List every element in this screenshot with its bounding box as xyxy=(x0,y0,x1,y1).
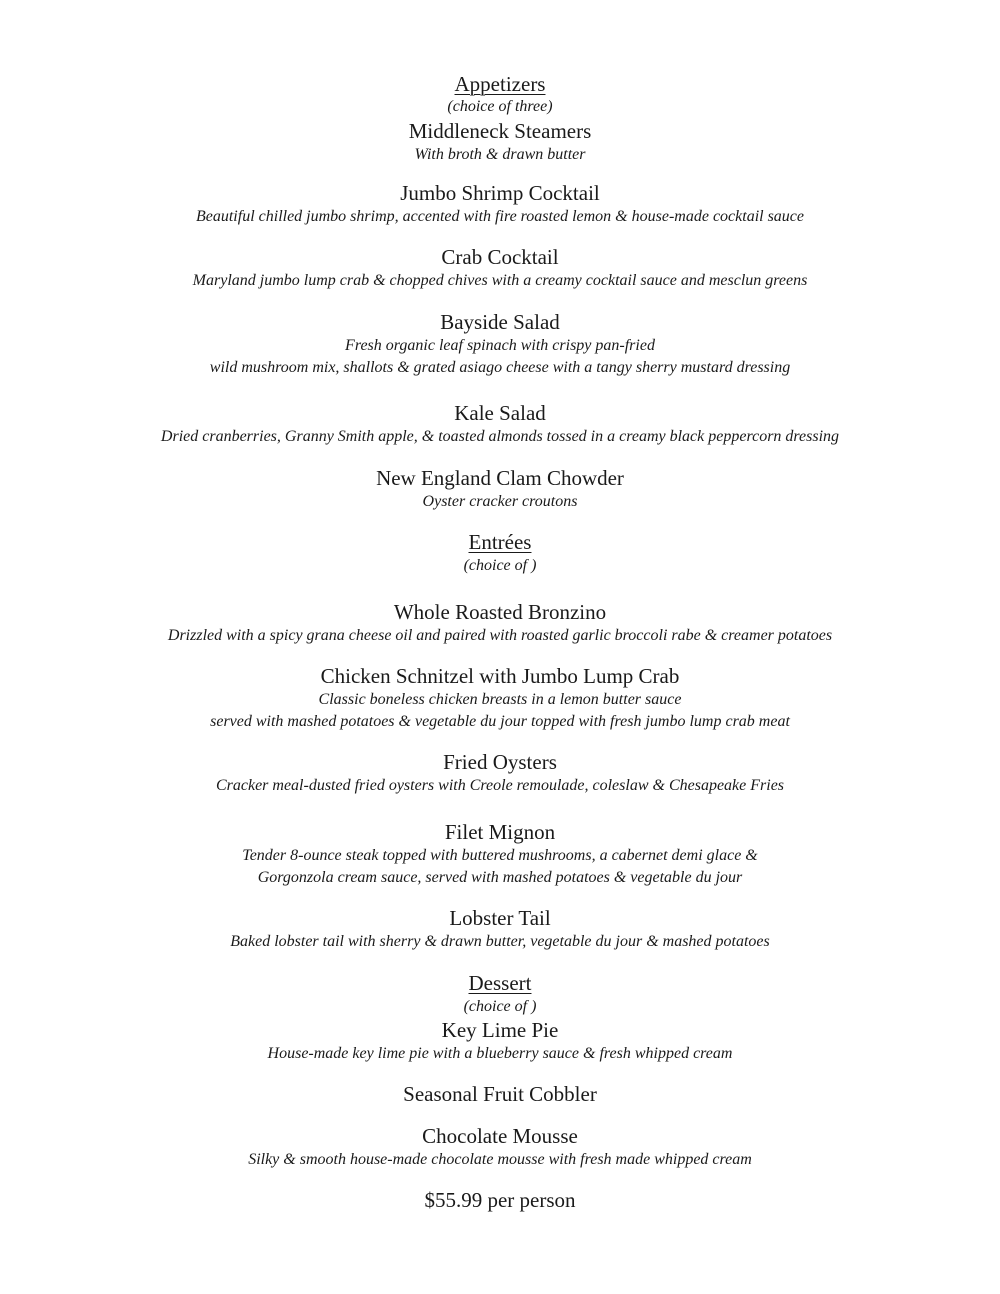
entrees-choice-note: (choice of ) xyxy=(463,557,537,574)
entree-description: Drizzled with a spicy grana cheese oil and paired with roasted garlic broccoli rabe & creamer potatoes xyxy=(167,627,833,644)
entree-description: Classic boneless chicken breasts in a lemon butter sauce xyxy=(318,691,682,708)
dessert-description: Silky & smooth house-made chocolate mousse with fresh made whipped cream xyxy=(248,1151,752,1168)
entree-name: Fried Oysters xyxy=(443,750,557,774)
appetizers-choice-note: (choice of three) xyxy=(447,98,553,115)
entree-description: Baked lobster tail with sherry & drawn butter, vegetable du jour & mashed potatoes xyxy=(230,933,770,950)
dessert-description: House-made key lime pie with a blueberry sauce & fresh whipped cream xyxy=(267,1045,733,1062)
appetizer-name: New England Clam Chowder xyxy=(376,466,624,490)
appetizer-description: Maryland jumbo lump crab & chopped chives with a creamy cocktail sauce and mesclun greens xyxy=(192,272,808,289)
entree-description: Gorgonzola cream sauce, served with mashed potatoes & vegetable du jour xyxy=(257,869,743,886)
dessert-name: Key Lime Pie xyxy=(441,1018,559,1042)
dessert-heading: Dessert xyxy=(468,971,532,995)
appetizer-name: Bayside Salad xyxy=(440,310,560,334)
entree-name: Lobster Tail xyxy=(449,906,551,930)
appetizer-description: wild mushroom mix, shallots & grated asiago cheese with a tangy sherry mustard dressing xyxy=(209,359,791,376)
entree-name: Chicken Schnitzel with Jumbo Lump Crab xyxy=(320,664,680,688)
entree-name: Filet Mignon xyxy=(444,820,556,844)
dessert-name: Seasonal Fruit Cobbler xyxy=(403,1082,597,1106)
appetizer-description: Oyster cracker croutons xyxy=(422,493,578,510)
appetizer-name: Middleneck Steamers xyxy=(408,119,592,143)
entrees-heading: Entrées xyxy=(468,530,532,554)
price-per-person: $55.99 per person xyxy=(424,1188,576,1212)
entree-description: Tender 8-ounce steak topped with buttered mushrooms, a cabernet demi glace & xyxy=(242,847,758,864)
appetizer-description: Fresh organic leaf spinach with crispy pan-fried xyxy=(345,337,655,354)
appetizers-heading: Appetizers xyxy=(454,72,546,96)
dessert-name: Chocolate Mousse xyxy=(422,1124,578,1148)
appetizer-description: Beautiful chilled jumbo shrimp, accented with fire roasted lemon & house-made cocktail sauce xyxy=(195,208,805,225)
appetizer-name: Crab Cocktail xyxy=(441,245,559,269)
appetizer-description: Dried cranberries, Granny Smith apple, & toasted almonds tossed in a creamy black peppercorn dressing xyxy=(160,428,840,445)
appetizer-name: Jumbo Shrimp Cocktail xyxy=(400,181,600,205)
entree-name: Whole Roasted Bronzino xyxy=(393,600,607,624)
appetizer-description: With broth & drawn butter xyxy=(414,146,586,163)
dessert-choice-note: (choice of ) xyxy=(463,998,537,1015)
entree-description: Cracker meal-dusted fried oysters with Creole remoulade, coleslaw & Chesapeake Fries xyxy=(215,777,785,794)
appetizer-name: Kale Salad xyxy=(454,401,546,425)
entree-description: served with mashed potatoes & vegetable du jour topped with fresh jumbo lump crab meat xyxy=(210,713,790,730)
